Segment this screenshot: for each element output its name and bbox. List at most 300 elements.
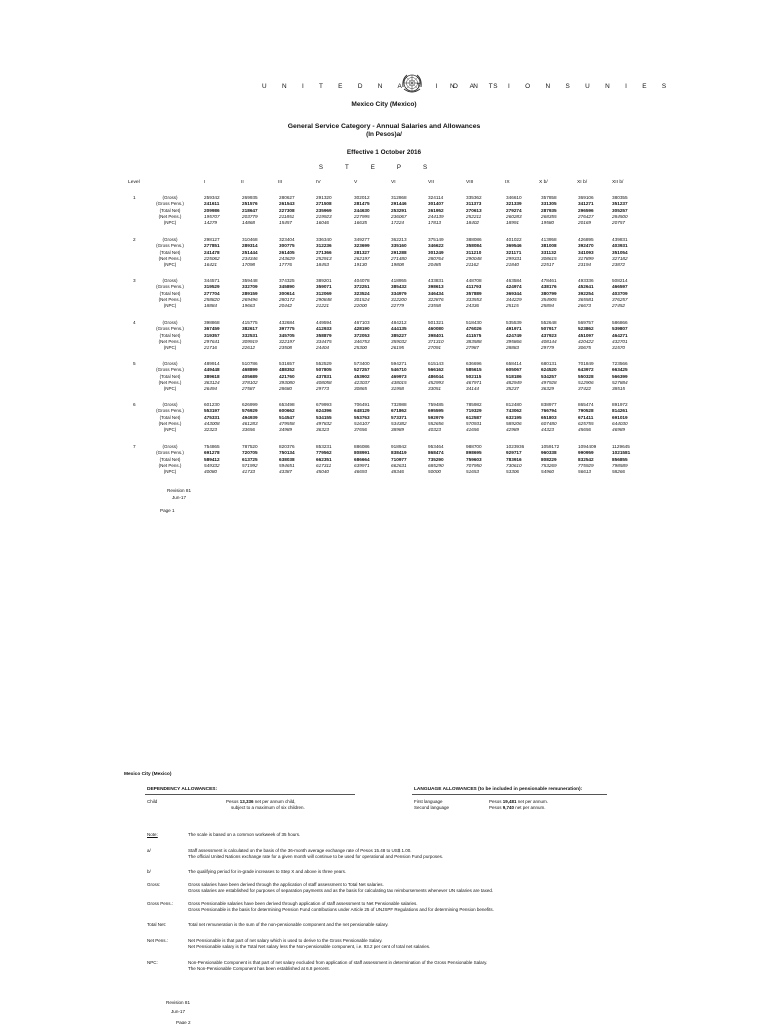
row-label: (Net Pens.)	[158, 255, 182, 261]
salary-cell: 19663	[242, 303, 256, 308]
salary-cell: 261405	[279, 249, 295, 255]
salary-cell: 359071	[316, 284, 332, 290]
salary-cell: 449448	[204, 367, 220, 373]
salary-cell: 344571	[204, 278, 220, 283]
note-text: The Non-Pensionable Component has been established at 6.8 percent.	[188, 966, 330, 972]
step-header: X b/	[539, 180, 548, 185]
salary-cell: 401022	[506, 237, 522, 242]
salary-cell: 321171	[506, 249, 522, 255]
step-header: IX	[505, 180, 510, 185]
salary-cell: 25300	[354, 345, 368, 350]
salary-cell: 334475	[316, 338, 332, 344]
salary-cell: 385227	[391, 332, 407, 338]
salary-cell: 502115	[466, 373, 482, 379]
salary-cell: 589206	[506, 420, 522, 426]
salary-cell: 754865	[204, 444, 220, 449]
salary-cell: 287935	[541, 207, 557, 213]
salary-cell: 24404	[316, 345, 330, 350]
salary-cell: 258820	[204, 296, 220, 302]
salary-cell: 29773	[316, 386, 330, 391]
salary-cell: 19808	[391, 262, 405, 267]
salary-cell: 357858	[541, 195, 557, 200]
salary-cell: 753269	[541, 462, 557, 468]
salary-cell: 463584	[506, 278, 522, 283]
salary-cell: 19580	[541, 220, 555, 225]
salary-cell: 46989	[612, 427, 626, 432]
salary-cell: 448708	[466, 278, 482, 283]
row-label: (Gross Pens.)	[156, 367, 184, 373]
salary-cell: 312236	[316, 243, 332, 249]
salary-cell: 566399	[612, 373, 628, 379]
revision-number: Revision 81	[167, 488, 192, 493]
salary-cell: 261543	[279, 201, 295, 207]
salary-cell: 312069	[316, 290, 332, 296]
salary-cell: 488352	[279, 367, 295, 373]
salary-cell: 323404	[279, 237, 295, 242]
salary-cell: 444135	[391, 326, 407, 332]
salary-cell: 671862	[391, 408, 407, 414]
salary-cell: 478461	[541, 278, 557, 283]
salary-cell: 891972	[612, 402, 628, 407]
row-label: (NPC)	[163, 345, 177, 350]
salary-cell: 333553	[466, 296, 482, 302]
salary-cell: 209986	[204, 207, 220, 213]
salary-cell: 371310	[428, 338, 444, 344]
salary-cell: 28680	[279, 386, 293, 391]
salary-cell: 378102	[242, 379, 258, 385]
salary-cell: 219923	[316, 213, 332, 219]
salary-cell: 367459	[204, 326, 220, 332]
salary-cell: 22612	[242, 345, 256, 350]
row-label: (Net Pens.)	[158, 379, 182, 385]
salary-cell: 331132	[541, 249, 557, 255]
salary-cell: 20169	[578, 220, 592, 225]
salary-cell: 382617	[242, 326, 258, 332]
un-emblem-icon	[399, 71, 425, 97]
salary-cell: 783916	[506, 456, 522, 462]
row-label: (Gross Pens.)	[156, 201, 184, 207]
salary-cell: 37656	[354, 427, 368, 432]
salary-cell: 218647	[242, 207, 258, 213]
salary-cell: 531657	[279, 361, 295, 366]
duty-station-title: Mexico City (Mexico)	[351, 101, 417, 108]
salary-cell: 518430	[466, 320, 482, 325]
salary-cell: 534257	[541, 373, 557, 379]
salary-cell: 225062	[204, 255, 220, 261]
salary-cell: 19130	[354, 262, 368, 267]
salary-cell: 365581	[578, 296, 594, 302]
note-key: Note:	[147, 832, 158, 837]
salary-cell: 324114	[428, 195, 444, 200]
salary-cell: 27987	[466, 345, 480, 350]
salary-cell: 234346	[242, 255, 258, 261]
salary-cell: 33656	[242, 427, 256, 432]
salary-cell: 244139	[428, 213, 444, 219]
row-label: (Gross)	[162, 361, 178, 366]
salary-cell: 439831	[612, 237, 628, 242]
row-label: (Net Pens.)	[158, 462, 182, 468]
salary-cell: 516107	[354, 420, 370, 426]
step-header: II	[241, 180, 244, 185]
row-label: (Net Pens.)	[158, 338, 182, 344]
salary-cell: 467971	[466, 379, 482, 385]
salary-cell: 332709	[242, 284, 258, 290]
salary-cell: 691278	[204, 450, 220, 456]
salary-cell: 48346	[391, 469, 405, 474]
salary-cell: 374325	[279, 278, 295, 283]
salary-cell: 243629	[279, 255, 295, 261]
salary-cell: 389618	[204, 373, 220, 379]
salary-cell: 301249	[428, 249, 444, 255]
salary-cell: 271508	[316, 201, 332, 207]
salary-cell: 290848	[316, 296, 332, 302]
salary-cell: 363124	[204, 379, 220, 385]
note-key: Total Net:	[147, 922, 167, 927]
row-label: (NPC)	[163, 220, 177, 225]
salary-cell: 552529	[316, 361, 332, 366]
level-number: 6	[133, 402, 136, 407]
row-label: (Total Net)	[159, 290, 181, 296]
salary-cell: 312200	[391, 296, 407, 302]
salary-cell: 346434	[428, 290, 444, 296]
row-label: (Gross)	[162, 195, 178, 200]
salary-cell: 385432	[391, 284, 407, 290]
salary-cell: 663425	[612, 367, 628, 373]
salary-cell: 685290	[428, 462, 444, 468]
salary-cell: 251576	[242, 201, 258, 207]
salary-cell: 27091	[428, 345, 442, 350]
salary-cell: 335362	[466, 195, 482, 200]
level-number: 5	[133, 361, 136, 366]
salary-cell: 20485	[428, 262, 442, 267]
salary-cell: 341271	[578, 201, 594, 207]
salary-cell: 1094409	[578, 444, 597, 449]
salary-cell: 466597	[612, 284, 628, 290]
salary-cell: 662351	[316, 456, 332, 462]
salary-cell: 271480	[391, 255, 407, 261]
salary-cell: 838977	[541, 402, 557, 407]
salary-cell: 411793	[466, 284, 482, 290]
salary-cell: 686664	[354, 456, 370, 462]
salary-cell: 482949	[506, 379, 522, 385]
salary-cell: 268355	[541, 213, 557, 219]
salary-cell: 280172	[279, 296, 295, 302]
salary-cell: 808991	[354, 450, 370, 456]
salary-cell: 21840	[506, 262, 520, 267]
salary-cell: 351237	[612, 201, 628, 207]
salary-cell: 393080	[279, 379, 295, 385]
salary-cell: 276427	[578, 213, 594, 219]
note-text: Gross salaries have been derived through the application of staff assessment to Total Net salaries.	[188, 882, 384, 887]
salary-cell: 812480	[506, 402, 522, 407]
salary-cell: 281327	[354, 249, 370, 255]
salary-cell: 636696	[466, 361, 482, 366]
salary-cell: 549332	[204, 462, 220, 468]
row-label: (Gross)	[162, 278, 178, 283]
salary-cell: 26494	[204, 386, 218, 391]
salary-cell: 553763	[354, 414, 370, 420]
salary-cell: 46693	[354, 469, 368, 474]
row-label: (Gross Pens.)	[156, 243, 184, 249]
salary-cell: 241611	[204, 201, 220, 207]
row-label: (Gross)	[162, 402, 178, 407]
salary-cell: 195707	[204, 213, 220, 219]
salary-cell: 453902	[354, 373, 370, 379]
salary-cell: 37422	[578, 386, 592, 391]
salary-cell: 235969	[316, 207, 332, 213]
salary-cell: 301524	[354, 296, 370, 302]
salary-cell: 868474	[428, 450, 444, 456]
salary-cell: 24336	[466, 303, 480, 308]
salary-cell: 497928	[541, 379, 557, 385]
salary-cell: 1023936	[506, 444, 525, 449]
salary-cell: 1129645	[612, 444, 630, 449]
level-number: 7	[133, 444, 136, 449]
salary-cell: 23558	[428, 303, 442, 308]
salary-cell: 486044	[428, 373, 444, 379]
salary-cell: 467103	[354, 320, 370, 325]
note-text: The official United Nations exchange rate for a given month will continue to be used for operational and Pension Fund purposes.	[188, 854, 444, 860]
salary-cell: 56613	[578, 469, 592, 474]
salary-cell: 308615	[541, 255, 557, 261]
salary-cell: 723566	[612, 361, 628, 366]
salary-cell: 291446	[391, 201, 407, 207]
salary-cell: 398868	[204, 320, 220, 325]
salary-cell: 23194	[578, 262, 592, 267]
salary-cell: 54960	[541, 469, 555, 474]
salary-cell: 345705	[279, 332, 295, 338]
row-label: (Total Net)	[159, 332, 181, 338]
salary-cell: 658414	[506, 361, 522, 366]
salary-cell: 332531	[242, 332, 258, 338]
salary-cell: 16421	[204, 262, 218, 267]
row-label: (NPC)	[163, 262, 177, 267]
salary-cell: 1021581	[612, 450, 631, 456]
salary-cell: 612587	[466, 414, 482, 420]
salary-cell: 18453	[316, 262, 330, 267]
first-language-label: First language	[414, 799, 443, 804]
level-number: 1	[133, 195, 136, 200]
salary-cell: 573371	[391, 414, 407, 420]
salary-cell: 335160	[391, 243, 407, 249]
row-label: (Gross Pens.)	[156, 284, 184, 290]
salary-cell: 415775	[242, 320, 258, 325]
salary-cell: 411575	[466, 332, 482, 338]
steps-heading: STEPS	[318, 164, 450, 171]
salary-cell: 369106	[578, 195, 594, 200]
salary-cell: 253291	[391, 207, 407, 213]
step-header: XII b/	[612, 180, 624, 185]
salary-cell: 404078	[354, 278, 370, 283]
row-label: (Net Pens.)	[158, 213, 182, 219]
salary-cell: 403709	[612, 290, 628, 296]
salary-cell: 20757	[612, 220, 626, 225]
second-language-amount: 9,740	[502, 805, 515, 810]
salary-cell: 853231	[316, 444, 332, 449]
salary-cell: 766794	[541, 408, 557, 414]
salary-cell: 648129	[354, 408, 370, 414]
salary-cell: 23872	[612, 262, 626, 267]
salary-cell: 322197	[279, 338, 295, 344]
salary-cell: 341093	[578, 249, 594, 255]
salary-cell: 929717	[506, 450, 522, 456]
salary-cell: 31958	[391, 386, 405, 391]
salary-cell: 898695	[466, 450, 482, 456]
salary-cell: 322876	[428, 296, 444, 302]
salary-cell: 357889	[466, 290, 482, 296]
salary-cell: 680131	[541, 361, 557, 366]
salary-cell: 30865	[354, 386, 368, 391]
salary-cell: 41656	[466, 427, 480, 432]
salary-cell: 17776	[279, 262, 293, 267]
salary-cell: 323524	[354, 290, 370, 296]
salary-cell: 798589	[612, 462, 628, 468]
salary-cell: 17813	[428, 220, 442, 225]
child-label: Child	[147, 799, 158, 804]
salary-cell: 420422	[578, 338, 594, 344]
salary-cell: 468899	[242, 367, 258, 373]
salary-cell: 814261	[612, 408, 628, 414]
salary-cell: 412933	[316, 326, 332, 332]
salary-cell: 918942	[391, 444, 407, 449]
salary-cell: 787520	[242, 444, 258, 449]
salary-cell: 380799	[541, 290, 557, 296]
revision-number: Revision 81	[166, 1000, 191, 1005]
salary-cell: 510786	[242, 361, 258, 366]
salary-cell: 36323	[316, 427, 330, 432]
salary-cell: 613725	[242, 456, 258, 462]
salary-cell: 334979	[391, 290, 407, 296]
effective-date: Effective 1 October 2016	[346, 149, 422, 156]
salary-cell: 534382	[391, 420, 407, 426]
salary-cell: 262197	[354, 255, 370, 261]
note-text: Total net remuneration is the sum of the non-pensionable component and the net pensionable salary.	[188, 922, 389, 927]
row-label: (Gross)	[162, 444, 178, 449]
salary-cell: 644030	[612, 420, 628, 426]
salary-cell: 22517	[541, 262, 555, 267]
salary-cell: 701849	[578, 361, 594, 366]
dependency-allowances-title: DEPENDENCY ALLOWANCES:	[147, 787, 218, 792]
salary-cell: 301407	[428, 201, 444, 207]
salary-cell: 227995	[354, 213, 370, 219]
salary-cell: 408058	[316, 379, 332, 385]
salary-cell: 16635	[354, 220, 368, 225]
language-divider	[412, 794, 607, 795]
salary-cell: 469973	[391, 373, 407, 379]
salary-cell: 312868	[391, 195, 407, 200]
step-header: VIII	[466, 180, 474, 185]
salary-cell: 535539	[506, 320, 522, 325]
row-label: (Total Net)	[159, 249, 181, 255]
salary-cell: 32323	[204, 427, 218, 432]
salary-cell: 58266	[612, 469, 626, 474]
level-number: 3	[133, 278, 136, 283]
salary-cell: 311373	[466, 201, 482, 207]
salary-cell: 437831	[316, 373, 332, 379]
salary-cell: 638038	[279, 456, 295, 462]
page2-number: Page 2	[176, 1020, 191, 1024]
salary-cell: 601230	[204, 402, 220, 407]
row-label: (Gross Pens.)	[156, 408, 184, 414]
salary-cell: 695595	[428, 408, 444, 414]
salary-cell: 45040	[316, 469, 330, 474]
salary-cell: 27452	[612, 303, 626, 308]
salary-cell: 432701	[612, 338, 628, 344]
salary-cell: 290048	[466, 255, 482, 261]
salary-cell: 395866	[506, 338, 522, 344]
salary-cell: 838419	[391, 450, 407, 456]
salary-cell: 252913	[316, 255, 332, 261]
salary-cell: 479558	[279, 420, 295, 426]
revision-date: Jun-17	[171, 1008, 186, 1014]
salary-cell: 432684	[279, 320, 295, 325]
salary-cell: 18991	[506, 220, 520, 225]
salary-cell: 372053	[354, 332, 370, 338]
salary-cell: 369546	[506, 243, 522, 249]
salary-cell: 34144	[466, 386, 480, 391]
salary-cell: 277704	[204, 290, 220, 296]
salary-cell: 40323	[428, 427, 442, 432]
salary-cell: 585615	[466, 367, 482, 373]
salary-cell: 309919	[242, 338, 258, 344]
salary-cell: 302012	[354, 195, 370, 200]
salary-cell: 358879	[316, 332, 332, 338]
salary-cell: 566162	[428, 367, 444, 373]
salary-cell: 359032	[391, 338, 407, 344]
salary-cell: 380355	[612, 195, 628, 200]
salary-cell: 397775	[279, 326, 295, 332]
first-language-allowance: Pesos 19,481 net per annum.	[489, 799, 549, 804]
row-label: (NPC)	[163, 469, 177, 474]
salary-cell: 40080	[204, 469, 218, 474]
salary-cell: 651803	[541, 414, 557, 420]
salary-cell: 594271	[391, 361, 407, 366]
salary-cell: 381008	[541, 243, 557, 249]
salary-cell: 346622	[428, 243, 444, 249]
note-text: Staff assessment is calculated on the basis of the 36-month average exchange rate of Pesos 15.48 to US$ 1.00.	[188, 848, 412, 853]
salary-cell: 23508	[279, 345, 293, 350]
salary-cell: 750134	[279, 450, 295, 456]
salary-cell: 346753	[354, 338, 370, 344]
salary-cell: 321339	[506, 201, 522, 207]
salary-cell: 886086	[354, 444, 370, 449]
salary-cell: 639971	[354, 462, 370, 468]
salary-cell: 720705	[242, 450, 258, 456]
salary-cell: 383588	[466, 338, 482, 344]
salary-cell: 38989	[391, 427, 405, 432]
salary-cell: 271366	[316, 249, 332, 255]
salary-cell: 51653	[466, 469, 480, 474]
salary-cell: 43387	[279, 469, 293, 474]
salary-cell: 461283	[242, 420, 258, 426]
row-label: (Total Net)	[159, 456, 181, 462]
salary-cell: 691019	[612, 414, 628, 420]
salary-cell: 260283	[506, 213, 522, 219]
salary-cell: 706491	[354, 402, 370, 407]
salary-cell: 252211	[466, 213, 482, 219]
row-label: (NPC)	[163, 303, 177, 308]
salary-cell: 36329	[541, 386, 555, 391]
level-column-header: Level	[128, 180, 140, 185]
salary-cell: 398613	[428, 284, 444, 290]
salary-cell: 259342	[204, 195, 220, 200]
salary-cell: 319529	[204, 284, 220, 290]
document-title: General Service Category - Annual Salaries and Allowances	[287, 123, 481, 130]
salary-cell: 464271	[612, 332, 628, 338]
second-language-label: Second language	[414, 805, 450, 810]
salary-cell: 413958	[541, 237, 557, 242]
note-key: b/	[147, 869, 151, 874]
